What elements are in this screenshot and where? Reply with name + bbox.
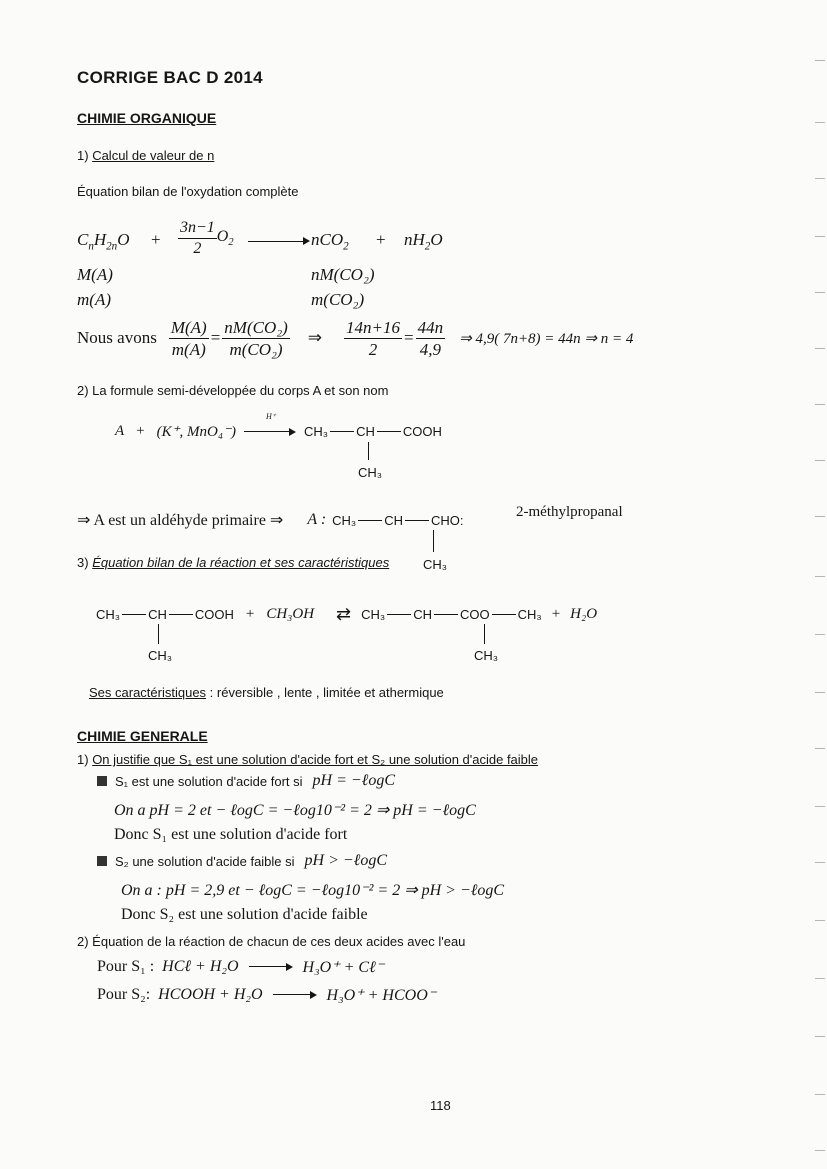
reaction-arrow [249, 962, 293, 972]
scan-edge-mark [815, 576, 825, 577]
fraction-denominator: m(A) [171, 339, 206, 359]
question-3-label [77, 555, 389, 570]
conclusion-text: ⇒ A est un aldéhyde primaire ⇒ [77, 512, 284, 529]
fraction-numerator: 44n [417, 317, 444, 337]
bullet-weak-acid [97, 852, 387, 870]
scan-edge-mark [815, 178, 825, 179]
ch-group: CH [356, 424, 375, 439]
methanol: CH₃OH [266, 606, 315, 622]
ch3-group: CH₃ [304, 424, 329, 439]
nous-avons-text: Nous avons [77, 328, 157, 347]
ch-group: CH [384, 512, 403, 528]
s1-products: H₃O⁺ + Cℓ⁻ [302, 959, 385, 976]
strong-acid-conclusion: Donc S₁ est une solution d'acide fort [114, 826, 348, 843]
question-number: 3) [77, 555, 89, 570]
bond-line [169, 614, 193, 615]
scan-edge-mark [815, 1094, 825, 1095]
bond-line-vertical [158, 624, 159, 644]
ch3-group: CH₃ [361, 607, 386, 622]
bond-line [434, 614, 458, 615]
pour-s2-label: Pour S₂: [97, 986, 151, 1003]
plus-sign: + [136, 423, 145, 439]
ch3-branch: CH₃ [423, 557, 448, 572]
equation-subtitle: Équation bilan de l'oxydation complète [77, 184, 299, 199]
mass-co2: m(CO₂) [311, 290, 365, 309]
bond-line [387, 614, 411, 615]
ch3-group: CH₃ [96, 607, 121, 622]
equal-sign: = [210, 328, 221, 347]
s1-reactants: HCℓ + H₂O [162, 958, 239, 975]
weak-acid-check: On a : pH = 2,9 et − ℓogC = −ℓog10⁻² = 2 ⇒ pH > −ℓogC [121, 882, 505, 899]
s2-reaction [97, 985, 436, 1005]
bond-line-vertical [433, 530, 434, 552]
page-number: 118 [430, 1098, 451, 1113]
scan-edge-mark [815, 692, 825, 693]
scan-edge-mark [815, 236, 825, 237]
oxygen-coefficient: $\frac{3n-1}{2}$ $O_2$ [180, 219, 234, 257]
plus-sign: + [376, 230, 386, 249]
mass-a: m(A) [77, 290, 111, 309]
cho-group: CHO: [431, 512, 464, 528]
page-title: CORRIGE BAC D 2014 [77, 68, 263, 87]
plus-sign: + [245, 606, 255, 622]
product-nco2: nCO$_2$ [311, 230, 349, 253]
oxidant-kmno4: (K⁺, MnO₄⁻) [156, 424, 237, 440]
ch3-branch: CH₃ [358, 465, 383, 480]
scan-edge-mark [815, 404, 825, 405]
scan-edge-mark [815, 516, 825, 517]
question-2-label: 2) Équation de la réaction de chacun de ces deux acides avec l'eau [77, 934, 466, 949]
plus-sign: + [551, 606, 561, 622]
scan-edge-mark [815, 920, 825, 921]
fraction-numerator: nM(CO₂) [224, 317, 288, 337]
relation-line [77, 316, 633, 360]
scan-edge-mark [815, 634, 825, 635]
reactant-cnh2no: $C_nH_{2n}O$ [77, 230, 130, 253]
weak-acid-conclusion: Donc S₂ est une solution d'acide faible [121, 906, 368, 923]
square-bullet-icon [97, 776, 107, 786]
equilibrium-arrow: ⇄ [336, 604, 352, 624]
catalyst-label: H⁺ [266, 412, 277, 421]
reaction-characteristics [89, 685, 444, 700]
section-heading-general: CHIMIE GENERALE [77, 728, 208, 744]
aldehyde-conclusion [77, 510, 464, 530]
scan-edge-mark [815, 1036, 825, 1037]
scan-edge-mark [815, 748, 825, 749]
compound-name: 2-méthylpropanal [516, 504, 623, 520]
plus-sign: + [151, 230, 161, 249]
fraction-denominator: m(CO₂) [229, 339, 283, 359]
cooh-group: COOH [402, 424, 442, 439]
scan-edge-mark [815, 862, 825, 863]
water: H₂O [570, 606, 598, 622]
bond-line [377, 431, 401, 432]
bullet-condition: pH = −ℓogC [312, 772, 396, 789]
scan-edge-mark [815, 292, 825, 293]
question-title: Équation bilan de la réaction et ses caractéristiques [92, 555, 390, 570]
strong-acid-check: On a pH = 2 et − ℓogC = −ℓog10⁻² = 2 ⇒ pH = −ℓogC [114, 802, 476, 819]
fraction-denominator: 2 [193, 240, 202, 257]
question-number: 1) [77, 752, 89, 767]
pour-s1-label: Pour S₁ : [97, 958, 155, 975]
esterification-reaction [96, 604, 597, 625]
equal-sign: = [404, 328, 414, 347]
characteristics-text: : réversible , lente , limitée et athermique [206, 685, 444, 700]
result-n-equals-4: ⇒ 4,9( 7n+8) = 44n ⇒ n = 4 [459, 330, 634, 347]
bond-line [122, 614, 146, 615]
question-number: 1) [77, 148, 89, 163]
scan-edge-mark [815, 978, 825, 979]
cooh-group: COOH [194, 607, 234, 622]
bond-line-vertical [484, 624, 485, 644]
bond-line [330, 431, 354, 432]
ch3-group: CH₃ [517, 607, 542, 622]
fraction-denominator: 4,9 [419, 339, 441, 359]
a-label: A : [307, 511, 327, 528]
reagent-a: A [115, 423, 125, 439]
scan-edge-mark [815, 348, 825, 349]
fraction-numerator: 3n−1 [178, 220, 217, 239]
scan-edge-mark [815, 460, 825, 461]
scan-edge-mark [815, 60, 825, 61]
reaction-arrow [248, 233, 310, 251]
reaction-arrow [244, 427, 296, 437]
implies-sign: ⇒ [307, 328, 323, 347]
bullet-label: S₂ une solution d'acide faible si [115, 853, 295, 869]
question-2-label: 2) La formule semi-développée du corps A et son nom [77, 383, 389, 398]
s2-reactants: HCOOH + H₂O [158, 986, 263, 1003]
ch3-group: CH₃ [332, 512, 357, 528]
product-nh2o: $nH_2O$ [404, 230, 443, 253]
fraction-numerator: 14n+16 [346, 317, 401, 337]
fraction-denominator: 2 [368, 339, 378, 359]
scan-edge-mark [815, 806, 825, 807]
question-title: On justifie que S₁ est une solution d'acide fort et S₂ une solution d'acide faible [92, 752, 539, 767]
bond-line [358, 520, 382, 521]
scan-edge-mark [815, 1150, 825, 1151]
bond-line-vertical [368, 442, 369, 460]
bullet-label: S₁ est une solution d'acide fort si [115, 773, 303, 789]
fraction-numerator: M(A) [170, 317, 207, 337]
molar-mass-co2: nM(CO₂) [311, 265, 375, 284]
section-heading-organic: CHIMIE ORGANIQUE [77, 110, 217, 126]
question-title: Calcul de valeur de n [92, 148, 215, 163]
s1-reaction [97, 957, 384, 977]
ch3-branch: CH₃ [474, 648, 499, 663]
bond-line [492, 614, 516, 615]
bullet-strong-acid [97, 772, 395, 790]
square-bullet-icon [97, 856, 107, 866]
ch3-branch: CH₃ [148, 648, 173, 663]
s2-products: H₃O⁺ + HCOO⁻ [326, 987, 437, 1004]
bond-line [405, 520, 429, 521]
bullet-condition: pH > −ℓogC [304, 852, 388, 869]
scan-edge-mark [815, 122, 825, 123]
coo-group: COO [460, 607, 490, 622]
molar-mass-a: M(A) [77, 265, 113, 284]
question-1-label [77, 148, 214, 163]
ch-group: CH [148, 607, 167, 622]
oxidation-reaction [115, 412, 442, 441]
question-1-label [77, 752, 538, 767]
characteristics-label: Ses caractéristiques [89, 685, 207, 700]
reaction-arrow [273, 990, 317, 1000]
ch-group: CH [413, 607, 432, 622]
